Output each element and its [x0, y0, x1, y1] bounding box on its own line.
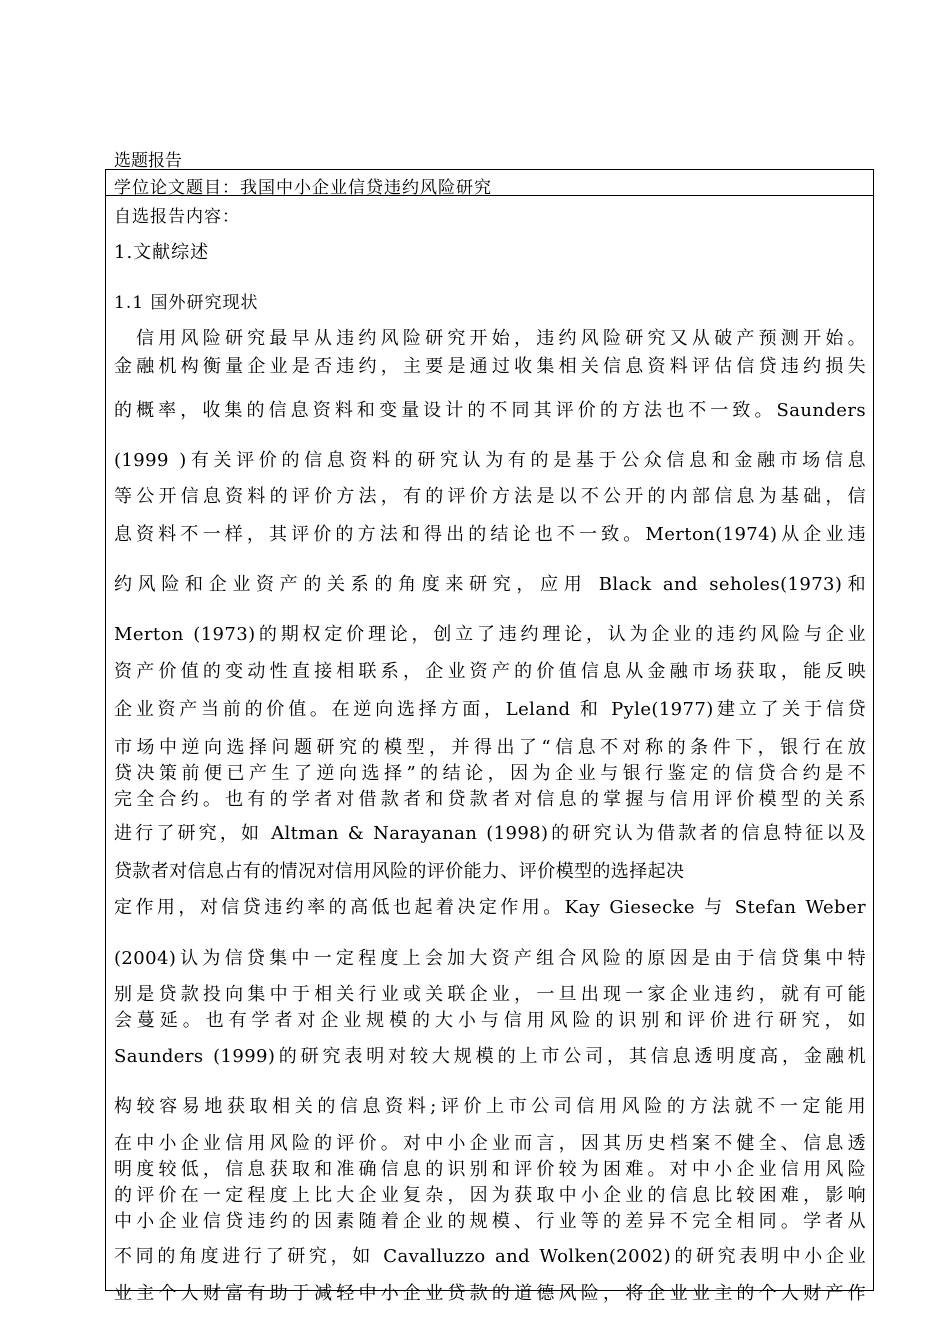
heading-foreign-research: 1.1 国外研究现状: [114, 293, 259, 313]
paragraph-line: 进行了研究，如 Altman & Narayanan (1998)的研究认为借款者的信息特征以及: [114, 823, 866, 844]
paragraph-line: 企业资产当前的价值。在逆向选择方面，Leland 和 Pyle(1977)建立了关于信贷: [114, 699, 866, 720]
heading-literature-review: 1.文献综述: [114, 242, 210, 263]
paragraph-line: 等公开信息资料的评价方法，有的评价方法是以不公开的内部信息为基础，信: [114, 486, 866, 507]
paragraph-line: 信用风险研究最早从违约风险研究开始，违约风险研究又从破产预测开始。: [136, 328, 866, 349]
paragraph-line: 息资料不一样，其评价的方法和得出的结论也不一致。Merton(1974)从企业违: [114, 524, 866, 545]
paragraph-line: Merton (1973)的期权定价理论，创立了违约理论，认为企业的违约风险与企业: [114, 624, 866, 645]
paragraph-line: 贷款者对信息占有的情况对信用风险的评价能力、评价模型的选择起决: [114, 861, 685, 882]
paragraph-line: 的概率，收集的信息资料和变量设计的不同其评价的方法也不一致。Saunders: [114, 400, 866, 421]
paragraph-line: (2004)认为信贷集中一定程度上会加大资产组合风险的原因是由于信贷集中特: [114, 948, 866, 969]
thesis-title: 学位论文题目：我国中小企业信贷违约风险研究: [106, 170, 873, 196]
paragraph-line: 在中小企业信用风险的评价。对中小企业而言，因其历史档案不健全、信息透: [114, 1133, 866, 1154]
paragraph-line: 业主个人财富有助于减轻中小企业贷款的道德风险，将企业业主的个人财产作: [114, 1283, 866, 1304]
section-intro: 自选报告内容：: [114, 207, 240, 227]
paragraph-line: Saunders (1999)的研究表明对较大规模的上市公司，其信息透明度高，金融机: [114, 1046, 866, 1067]
paragraph-line: 定作用，对信贷违约率的高低也起着决定作用。Kay Giesecke 与 Stefan Weber: [114, 897, 866, 918]
report-table: [105, 169, 874, 1304]
paragraph-line: 会蔓延。也有学者对企业规模的大小与信用风险的识别和评价进行研究，如: [114, 1010, 866, 1031]
paragraph-line: 明度较低，信息获取和准确信息的识别和评价较为困难。对中小企业信用风险: [114, 1159, 866, 1180]
paragraph-line: 约风险和企业资产的关系的角度来研究，应用 Black and seholes(1973)和: [114, 574, 866, 595]
paragraph-line: 贷决策前便已产生了逆向选择”的结论，因为企业与银行鉴定的信贷合约是不: [114, 763, 866, 784]
paragraph-line: 市场中逆向选择问题研究的模型，并得出了“信息不对称的条件下，银行在放: [114, 737, 866, 758]
paragraph-line: 不同的角度进行了研究，如 Cavalluzzo and Wolken(2002)的研究表明中小企业: [114, 1246, 866, 1267]
document-label: 选题报告: [114, 151, 182, 171]
paragraph-line: 的评价在一定程度上比大企业复杂，因为获取中小企业的信息比较困难，影响: [114, 1185, 866, 1206]
paragraph-line: 中小企业信贷违约的因素随着企业的规模、行业等的差异不完全相同。学者从: [114, 1211, 866, 1232]
paragraph-line: 资产价值的变动性直接相联系，企业资产的价值信息从金融市场获取，能反映: [114, 661, 866, 682]
paragraph-line: 完全合约。也有的学者对借款者和贷款者对信息的掌握与信用评价模型的关系: [114, 789, 866, 810]
paragraph-line: 构较容易地获取相关的信息资料;评价上市公司信用风险的方法就不一定能用: [114, 1096, 866, 1117]
paragraph-line: 别是贷款投向集中于相关行业或关联企业，一旦出现一家企业违约，就有可能: [114, 984, 866, 1005]
paragraph-line: (1999 )有关评价的信息资料的研究认为有的是基于公众信息和金融市场信息: [114, 450, 866, 471]
paragraph-line: 金融机构衡量企业是否违约，主要是通过收集相关信息资料评估信贷违约损失: [114, 356, 866, 377]
